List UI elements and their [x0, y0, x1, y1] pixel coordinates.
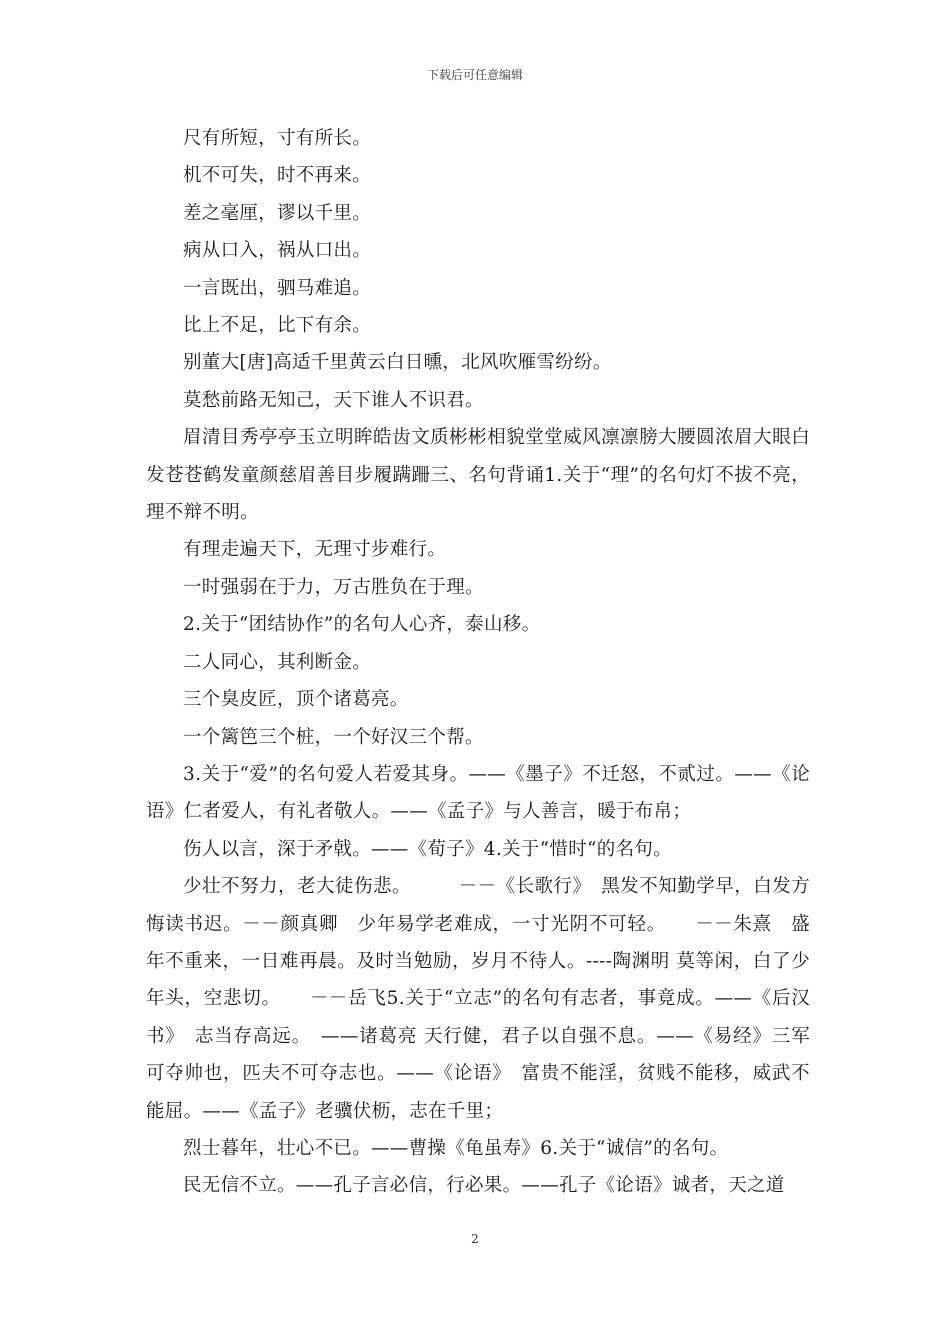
paragraph: 病从口入，祸从口出。 [183, 240, 372, 262]
paragraph: 伤人以言，深于矛戟。——《荀子》4.关于“惜时“的名句。 [183, 838, 672, 860]
paragraph: 二人同心，其利断金。 [183, 651, 372, 673]
paragraph: 差之毫厘，谬以千里。 [183, 202, 372, 224]
paragraph: 尺有所短，寸有所长。 [183, 128, 372, 149]
paragraph: 一个篱笆三个桩，一个好汉三个帮。 [183, 726, 484, 748]
paragraph: 少壮不努力，老大徒伤悲。 －－《长歌行》 黑发不知勤学早，白发方悔读书迟。－－颜真卿 少年易学老难成，一寸光阴不可轻。 －－朱熹 盛年不重来，一日难再晨。及时当勉励，岁月不待人。----陶渊明 莫等闲，白了少年头，空悲切。 －－岳飞5.关于“立志”的名句有志者，事竟成。——《后汉书》 志当存高远。 ——诸葛亮 天行健，君子以自强不息。——《易经》三军可夺帅也，匹夫不可夺志也。——《论语》 富贵不能淫，贫贱不能移，威武不能屈。——《孟子》老骥伏枥，志在千里； [146, 876, 810, 1122]
paragraph: 三个臭皮匠，顶个诸葛亮。 [183, 689, 409, 711]
paragraph: 2.关于“团结协作”的名句人心齐，泰山移。 [183, 614, 541, 636]
page-number: 2 [471, 1232, 479, 1246]
paragraph: 别董大[唐]高适千里黄云白日曛，北风吹雁雪纷纷。 [183, 352, 612, 374]
paragraph: 烈士暮年，壮心不已。——曹操《龟虽寿》6.关于“诚信”的名句。 [183, 1137, 729, 1159]
paragraph: 比上不足，比下有余。 [183, 315, 372, 337]
page-header: 下载后可任意编辑 [426, 68, 523, 82]
document-body [146, 120, 810, 1205]
paragraph: 一时强弱在于力，万古胜负在于理。 [183, 576, 484, 598]
paragraph: 一言既出，驷马难追。 [183, 277, 372, 299]
paragraph: 民无信不立。——孔子言必信，行必果。——孔子《论语》诚者，天之道 [183, 1175, 785, 1197]
paragraph: 眉清目秀亭亭玉立明眸皓齿文质彬彬相貌堂堂威风凛凛膀大腰圆浓眉大眼白发苍苍鹤发童颜慈眉善目步履蹒跚三、名句背诵1.关于“理”的名句灯不拔不亮，理不辩不明。 [146, 427, 810, 524]
paragraph: 有理走遍天下，无理寸步难行。 [183, 539, 447, 561]
paragraph: 莫愁前路无知己，天下谁人不识君。 [183, 389, 484, 411]
paragraph: 机不可失，时不再来。 [183, 165, 372, 187]
paragraph: 3.关于“爱”的名句爱人若爱其身。——《墨子》不迁怒，不贰过。——《论语》仁者爱人，有礼者敬人。——《孟子》与人善言，暖于布帛； [146, 763, 810, 823]
